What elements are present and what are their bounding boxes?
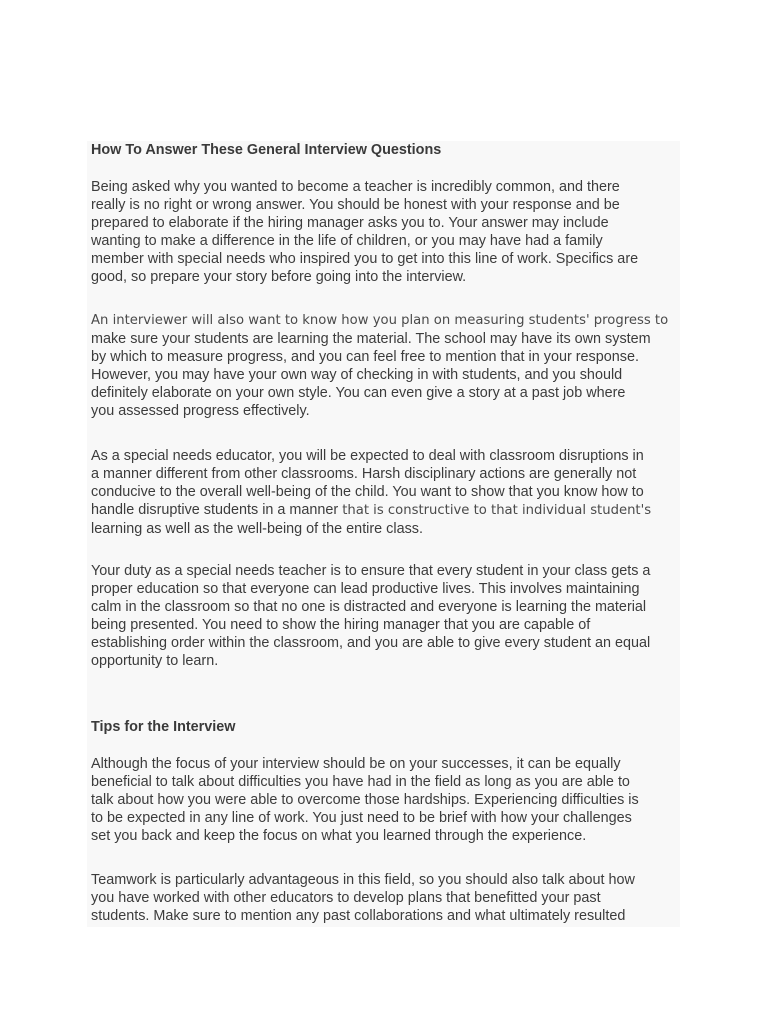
- text-line: definitely elaborate on your own style. You can even give a story at a past job where: [91, 385, 626, 401]
- text-line: you have worked with other educators to develop plans that benefitted your past: [91, 890, 601, 906]
- text-line: However, you may have your own way of checking in with students, and you should: [91, 367, 623, 383]
- paragraph-duty: [91, 562, 650, 670]
- text-line: students. Make sure to mention any past collaborations and what ultimately resulted: [91, 908, 626, 924]
- text-line: talk about how you were able to overcome those hardships. Experiencing difficulties is: [91, 792, 639, 808]
- text-line: a manner different from other classrooms. Harsh disciplinary actions are generally not: [91, 466, 637, 482]
- text-line: Your duty as a special needs teacher is to ensure that every student in your class gets a: [91, 563, 651, 579]
- text-line: Being asked why you wanted to become a teacher is incredibly common, and there: [91, 179, 620, 195]
- text-line: being presented. You need to show the hiring manager that you are capable of: [91, 617, 591, 633]
- section-heading-general-questions: How To Answer These General Interview Questions: [91, 142, 442, 158]
- text-line: member with special needs who inspired you to get into this line of work. Specifics are: [91, 251, 639, 267]
- text-line: by which to measure progress, and you can feel free to mention that in your response.: [91, 349, 639, 365]
- paragraph-difficulties: [91, 755, 639, 845]
- text-line: calm in the classroom so that no one is distracted and everyone is learning the material: [91, 599, 647, 615]
- text-line: wanting to make a difference in the life of children, or you may have had a family: [91, 233, 603, 249]
- text-line: Although the focus of your interview should be on your successes, it can be equally: [91, 756, 621, 772]
- text-line: learning as well as the well-being of the entire class.: [91, 521, 423, 537]
- paragraph-measuring-progress: [91, 312, 668, 420]
- text-line: conducive to the overall well-being of the child. You want to show that you know how to: [91, 484, 644, 500]
- paragraph-teamwork: [91, 871, 635, 925]
- text-segment: that is constructive to that individual student's: [342, 503, 652, 518]
- text-line: As a special needs educator, you will be expected to deal with classroom disruptions in: [91, 448, 644, 464]
- text-line: beneficial to talk about difficulties you have had in the field as long as you are able to: [91, 774, 630, 790]
- section-heading-tips: Tips for the Interview: [91, 719, 236, 735]
- text-line: to be expected in any line of work. You just need to be brief with how your challenges: [91, 810, 632, 826]
- text-line: make sure your students are learning the material. The school may have its own system: [91, 331, 651, 347]
- text-line: establishing order within the classroom, and you are able to give every student an equal: [91, 635, 651, 651]
- paragraph-why-teacher: [91, 178, 638, 286]
- paragraph-classroom-disruptions: [91, 447, 651, 538]
- document-page: [87, 141, 680, 927]
- text-line: prepared to elaborate if the hiring manager asks you to. Your answer may include: [91, 215, 609, 231]
- text-line: proper education so that everyone can lead productive lives. This involves maintaining: [91, 581, 640, 597]
- text-line: you assessed progress effectively.: [91, 403, 310, 419]
- text-line: good, so prepare your story before going into the interview.: [91, 269, 467, 285]
- text-line: opportunity to learn.: [91, 653, 219, 669]
- text-line: really is no right or wrong answer. You should be honest with your response and be: [91, 197, 620, 213]
- text-line: Teamwork is particularly advantageous in this field, so you should also talk about how: [91, 872, 635, 888]
- text-segment: handle disruptive students in a manner: [91, 502, 343, 518]
- text-line: An interviewer will also want to know how you plan on measuring students' progress to: [91, 313, 669, 328]
- text-line: [91, 501, 651, 520]
- text-line: set you back and keep the focus on what you learned through the experience.: [91, 828, 587, 844]
